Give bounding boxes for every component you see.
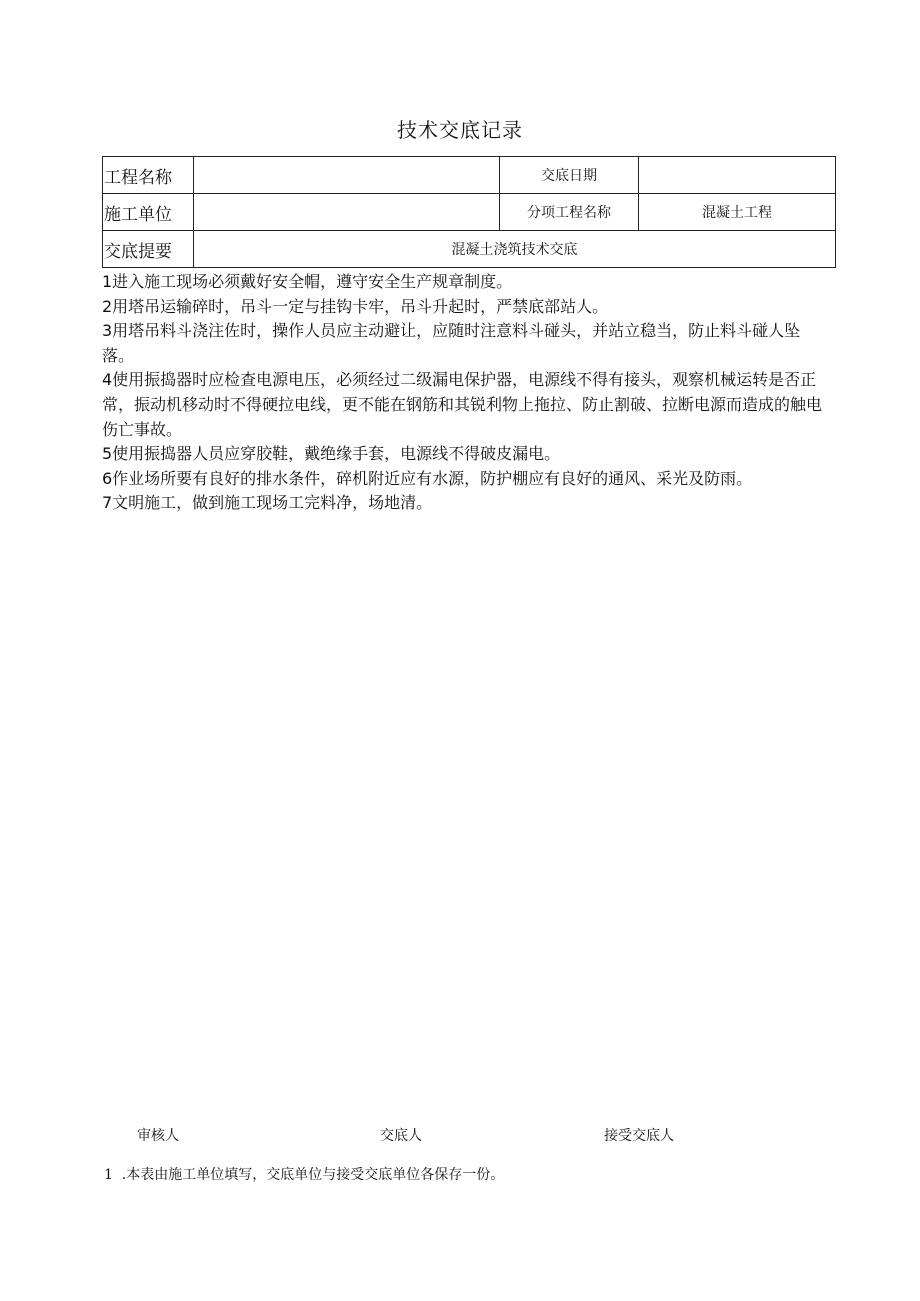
briefing-content [102, 270, 832, 516]
contractor-label: 施工单位 [103, 194, 194, 231]
project-name-field[interactable] [194, 157, 500, 194]
table-row [103, 157, 836, 194]
date-label: 交底日期 [500, 157, 639, 194]
contractor-field[interactable] [194, 194, 500, 231]
project-name-label: 工程名称 [103, 157, 194, 194]
list-item: 3用塔吊料斗浇注佐时，操作人员应主动避让，应随时注意料斗碰头，并站立稳当，防止料斗碰人坠落。 [102, 321, 801, 365]
list-item: 1进入施工现场必须戴好安全帽，遵守安全生产规章制度。 [102, 272, 513, 291]
summary-label: 交底提要 [103, 231, 194, 268]
sub-project-label: 分项工程名称 [500, 194, 639, 231]
table-row [103, 231, 836, 268]
info-table [102, 156, 836, 268]
list-item: 4使用振捣器时应检查电源电压，必须经过二级漏电保护器，电源线不得有接头，观察机械运转是否正常，振动机移动时不得硬拉电线，更不能在钢筋和其锐利物上拖拉、防止割破、拉断电源而造成的触电伤亡事故。 [102, 370, 823, 439]
receiver-label: 接受交底人 [604, 1128, 674, 1144]
reviewer-label: 审核人 [137, 1128, 179, 1144]
list-item: 7文明施工，做到施工现场工完料净，场地清。 [102, 493, 433, 513]
date-field[interactable] [639, 157, 836, 194]
list-item: 2用塔吊运输碎时，吊斗一定与挂钩卡牢，吊斗升起时，严禁底部站人。 [102, 296, 609, 316]
list-item: 5使用振捣器人员应穿胶鞋，戴绝缘手套，电源线不得破皮漏电。 [102, 444, 561, 464]
footnote: 1 .本表由施工单位填写，交底单位与接受交底单位各保存一份。 [104, 1167, 505, 1183]
presenter-label: 交底人 [380, 1128, 422, 1144]
list-item: 6作业场所要有良好的排水条件，碎机附近应有水源，防护棚应有良好的通风、采光及防雨。 [102, 468, 753, 488]
table-row [103, 194, 836, 231]
page-title: 技术交底记录 [397, 118, 523, 142]
summary-value: 混凝土浇筑技术交底 [194, 231, 836, 268]
sub-project-value: 混凝土工程 [639, 194, 836, 231]
